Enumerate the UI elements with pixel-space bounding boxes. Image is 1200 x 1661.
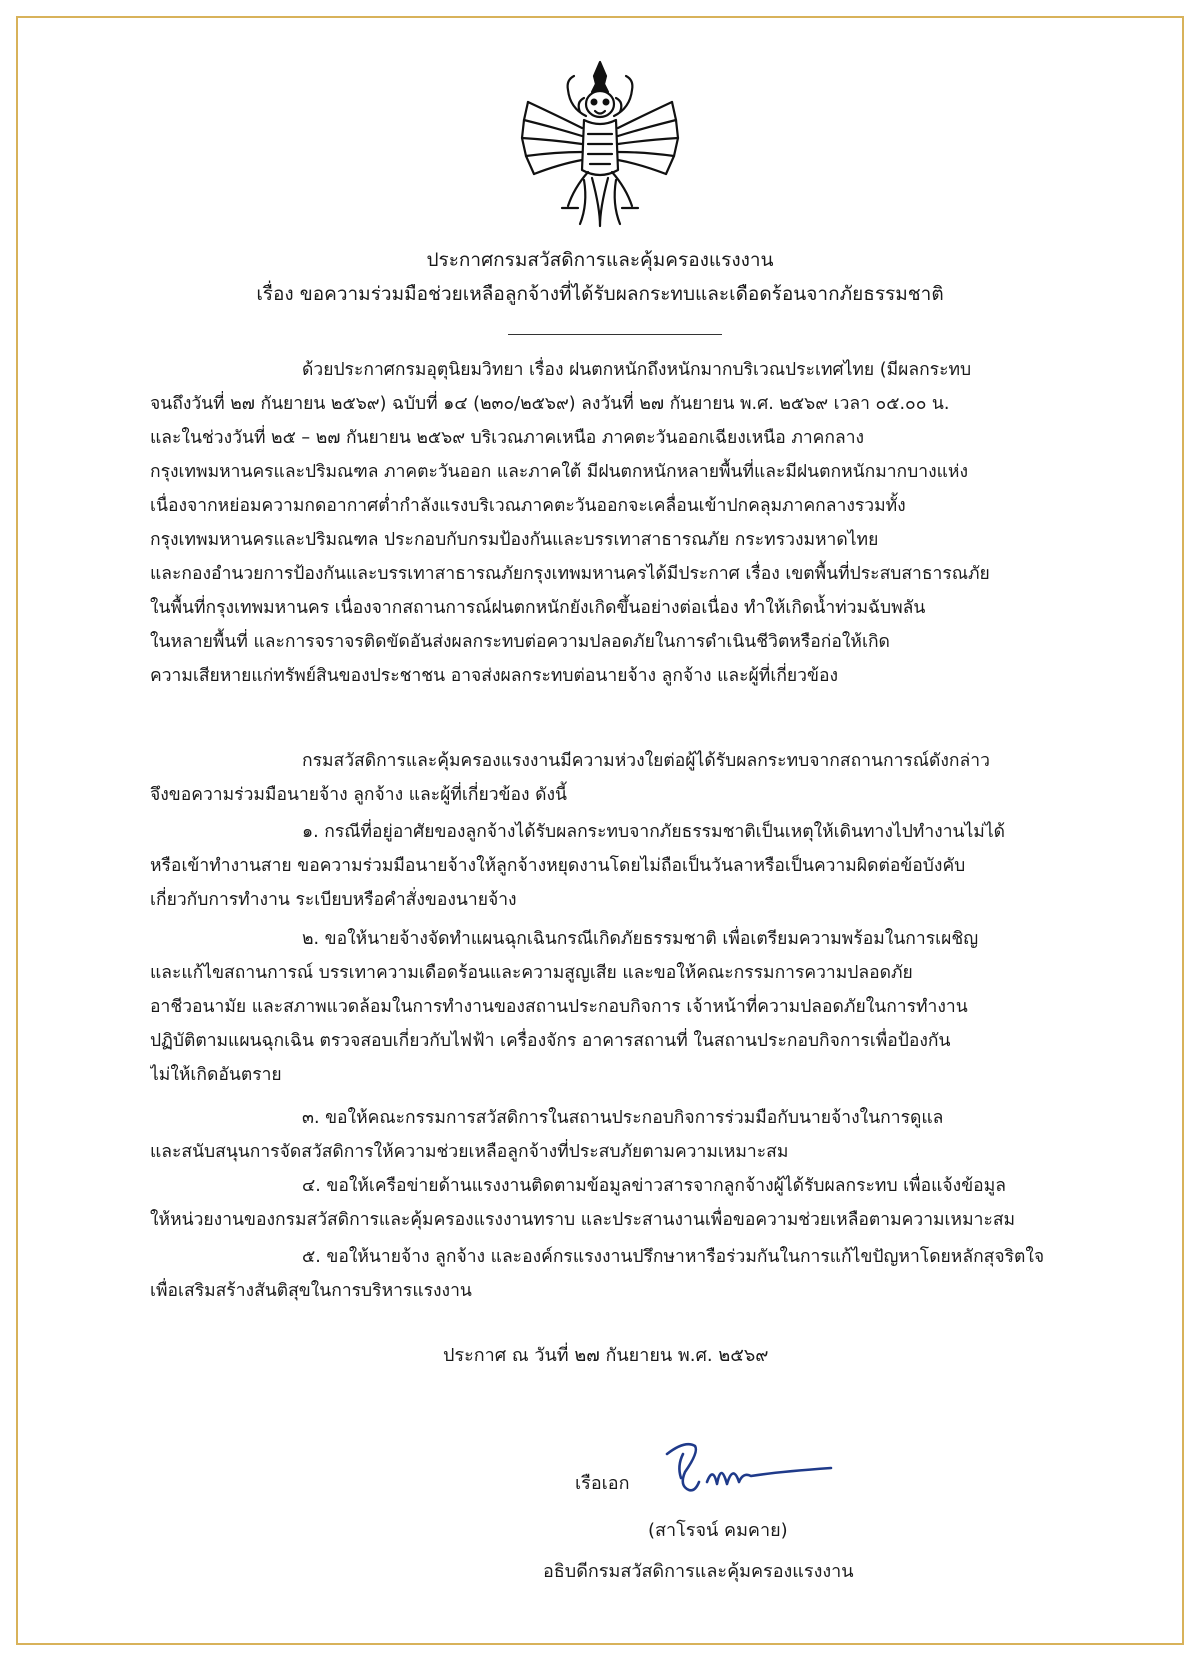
paragraph-line: จนถึงวันที่ ๒๗ กันยายน ๒๕๖๙) ฉบับที่ ๑๔ (๒๓๐/๒๕๖๙) ลงวันที่ ๒๗ กันยายน พ.ศ. ๒๕๖๙ เวลา ๐๕.๐๐ น. — [150, 394, 950, 414]
paragraph-line: อาชีวอนามัย และสภาพแวดล้อมในการทำงานของสถานประกอบกิจการ เจ้าหน้าที่ความปลอดภัยในการทำงาน — [150, 997, 968, 1017]
paragraph-line: ไม่ให้เกิดอันตราย — [150, 1065, 282, 1085]
paragraph-line: ด้วยประกาศกรมอุตุนิยมวิทยา เรื่อง ฝนตกหนักถึงหนักมากบริเวณประเทศไทย (มีผลกระทบ — [302, 360, 972, 380]
paragraph-line: ความเสียหายแก่ทรัพย์สินของประชาชน อาจส่งผลกระทบต่อนายจ้าง ลูกจ้าง และผู้ที่เกี่ยวข้อง — [150, 666, 839, 686]
paragraph-line: เพื่อเสริมสร้างสันติสุขในการบริหารแรงงาน — [150, 1281, 472, 1301]
paragraph-line: ๓. ขอให้คณะกรรมการสวัสดิการในสถานประกอบกิจการร่วมมือกับนายจ้างในการดูแล — [302, 1108, 944, 1128]
paragraph-line: ปฏิบัติตามแผนฉุกเฉิน ตรวจสอบเกี่ยวกับไฟฟ้า เครื่องจักร อาคารสถานที่ ในสถานประกอบกิจการเพื่อป้องกัน — [150, 1031, 951, 1051]
paragraph-line: และกองอำนวยการป้องกันและบรรเทาสาธารณภัยกรุงเทพมหานครได้มีประกาศ เรื่อง เขตพื้นที่ประสบสาธารณภัย — [150, 564, 990, 584]
signature-mark — [655, 1432, 835, 1502]
paragraph-line: ๔. ขอให้เครือข่ายด้านแรงงานติดตามข้อมูลข่าวสารจากลูกจ้างผู้ได้รับผลกระทบ เพื่อแจ้งข้อมูล — [302, 1176, 1006, 1196]
paragraph-line: กรุงเทพมหานครและปริมณฑล ประกอบกับกรมป้องกันและบรรเทาสาธารณภัย กระทรวงมหาดไทย — [150, 530, 879, 550]
garuda-emblem-icon — [518, 58, 682, 230]
paragraph-line: ๒. ขอให้นายจ้างจัดทำแผนฉุกเฉินกรณีเกิดภัยธรรมชาติ เพื่อเตรียมความพร้อมในการเผชิญ — [302, 929, 979, 949]
paragraph-line: ให้หน่วยงานของกรมสวัสดิการและคุ้มครองแรงงานทราบ และประสานงานเพื่อขอความช่วยเหลือตามความเหมาะสม — [150, 1210, 1016, 1230]
announcement-date: ประกาศ ณ วันที่ ๒๗ กันยายน พ.ศ. ๒๕๖๙ — [443, 1345, 769, 1366]
signatory-rank: เรือเอก — [575, 1473, 630, 1494]
paragraph-line: กรุงเทพมหานครและปริมณฑล ภาคตะวันออก และภาคใต้ มีฝนตกหนักหลายพื้นที่และมีฝนตกหนักมากบางแห่ง — [150, 462, 968, 482]
announcement-subject: เรื่อง ขอความร่วมมือช่วยเหลือลูกจ้างที่ได้รับผลกระทบและเดือดร้อนจากภัยธรรมชาติ — [256, 283, 944, 305]
paragraph-line: ในหลายพื้นที่ และการจราจรติดขัดอันส่งผลกระทบต่อความปลอดภัยในการดำเนินชีวิตหรือก่อให้เกิด — [150, 632, 890, 652]
paragraph-line: และสนับสนุนการจัดสวัสดิการให้ความช่วยเหลือลูกจ้างที่ประสบภัยตามความเหมาะสม — [150, 1142, 789, 1162]
paragraph-line: หรือเข้าทำงานสาย ขอความร่วมมือนายจ้างให้ลูกจ้างหยุดงานโดยไม่ถือเป็นวันลาหรือเป็นความผิดต่อข้อบังคับ — [150, 856, 966, 876]
paragraph-line: และในช่วงวันที่ ๒๕ – ๒๗ กันยายน ๒๕๖๙ บริเวณภาคเหนือ ภาคตะวันออกเฉียงเหนือ ภาคกลาง — [150, 428, 865, 448]
paragraph-line: กรมสวัสดิการและคุ้มครองแรงงานมีความห่วงใยต่อผู้ได้รับผลกระทบจากสถานการณ์ดังกล่าว — [302, 751, 990, 771]
paragraph-line: และแก้ไขสถานการณ์ บรรเทาความเดือดร้อนและความสูญเสีย และขอให้คณะกรรมการความปลอดภัย — [150, 963, 913, 983]
paragraph-line: เนื่องจากหย่อมความกดอากาศต่ำกำลังแรงบริเวณภาคตะวันออกจะเคลื่อนเข้าปกคลุมภาคกลางรวมทั้ง — [150, 496, 906, 516]
paragraph-line: เกี่ยวกับการทำงาน ระเบียบหรือคำสั่งของนายจ้าง — [150, 890, 517, 910]
paragraph-line: ๕. ขอให้นายจ้าง ลูกจ้าง และองค์กรแรงงานปรึกษาหารือร่วมกันในการแก้ไขปัญหาโดยหลักสุจริตใจ — [302, 1247, 1045, 1267]
paragraph-line: ในพื้นที่กรุงเทพมหานคร เนื่องจากสถานการณ์ฝนตกหนักยังเกิดขึ้นอย่างต่อเนื่อง ทำให้เกิดน้ำท่วมฉับพลัน — [150, 598, 926, 618]
title-divider — [508, 334, 722, 335]
announcement-title: ประกาศกรมสวัสดิการและคุ้มครองแรงงาน — [426, 249, 774, 271]
signatory-position: อธิบดีกรมสวัสดิการและคุ้มครองแรงงาน — [543, 1561, 854, 1582]
signatory-name: (สาโรจน์ คมคาย) — [648, 1520, 788, 1541]
paragraph-line: ๑. กรณีที่อยู่อาศัยของลูกจ้างได้รับผลกระทบจากภัยธรรมชาติเป็นเหตุให้เดินทางไปทำงานไม่ได้ — [302, 822, 1006, 842]
paragraph-line: จึงขอความร่วมมือนายจ้าง ลูกจ้าง และผู้ที่เกี่ยวข้อง ดังนี้ — [150, 785, 568, 805]
